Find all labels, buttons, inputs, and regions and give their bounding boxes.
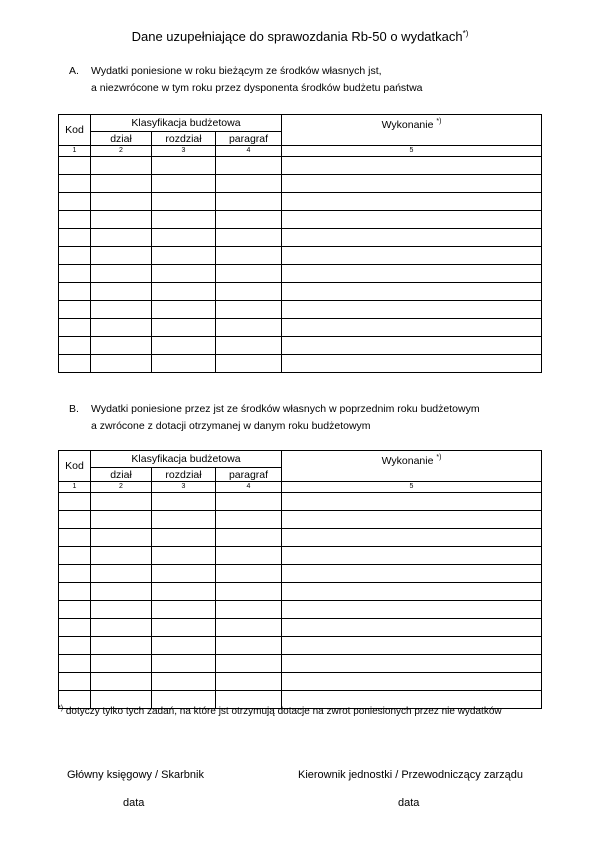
table-cell[interactable] [282, 229, 542, 247]
table-cell[interactable] [59, 637, 91, 655]
header-klasyfikacja: Klasyfikacja budżetowa [91, 451, 282, 468]
table-cell[interactable] [91, 301, 152, 319]
table-cell[interactable] [282, 493, 542, 511]
table-cell[interactable] [91, 583, 152, 601]
table-cell[interactable] [282, 301, 542, 319]
table-cell[interactable] [216, 337, 282, 355]
table-cell[interactable] [152, 511, 216, 529]
table-cell[interactable] [216, 493, 282, 511]
table-cell[interactable] [59, 265, 91, 283]
table-cell[interactable] [91, 529, 152, 547]
header-wykonanie [282, 115, 542, 146]
table-cell[interactable] [91, 511, 152, 529]
table-a [58, 114, 542, 373]
table-cell[interactable] [59, 337, 91, 355]
table-cell[interactable] [91, 175, 152, 193]
table-cell[interactable] [152, 319, 216, 337]
section-b-heading [69, 401, 480, 435]
table-cell[interactable] [59, 355, 91, 373]
table-row [59, 301, 542, 319]
header-rozdzial: rozdział [152, 132, 216, 146]
table-cell[interactable] [91, 619, 152, 637]
table-cell[interactable] [216, 301, 282, 319]
table-row [59, 157, 542, 175]
table-cell[interactable] [59, 655, 91, 673]
table-cell[interactable] [59, 511, 91, 529]
title-footnote-mark: *) [462, 29, 469, 38]
table-cell[interactable] [91, 565, 152, 583]
table-cell[interactable] [216, 355, 282, 373]
table-row [59, 175, 542, 193]
table-cell[interactable] [59, 301, 91, 319]
column-number: 4 [216, 482, 282, 493]
table-cell[interactable] [152, 211, 216, 229]
table-cell[interactable] [152, 355, 216, 373]
column-number: 5 [282, 482, 542, 493]
table-cell[interactable] [152, 193, 216, 211]
table-cell[interactable] [282, 565, 542, 583]
table-cell[interactable] [59, 157, 91, 175]
table-cell[interactable] [59, 619, 91, 637]
table-cell[interactable] [282, 283, 542, 301]
section-b-line1: Wydatki poniesione przez jst ze środków własnych w poprzednim roku budżetowym [91, 403, 480, 415]
table-cell[interactable] [152, 619, 216, 637]
column-number: 3 [152, 482, 216, 493]
table-cell[interactable] [152, 565, 216, 583]
table-cell[interactable] [59, 493, 91, 511]
table-row [59, 673, 542, 691]
table-row [59, 583, 542, 601]
table-cell[interactable] [282, 265, 542, 283]
table-row [59, 193, 542, 211]
signature-right-role: Kierownik jednostki / Przewodniczący zarządu [298, 769, 523, 781]
table-cell[interactable] [91, 637, 152, 655]
table-row [59, 601, 542, 619]
table-row [59, 319, 542, 337]
table-cell[interactable] [59, 319, 91, 337]
table-cell[interactable] [216, 529, 282, 547]
table-cell[interactable] [216, 637, 282, 655]
table-row [59, 211, 542, 229]
header-wykonanie [282, 451, 542, 482]
table-cell[interactable] [282, 337, 542, 355]
header-kod: Kod [59, 115, 91, 146]
table-cell[interactable] [59, 193, 91, 211]
table-row [59, 547, 542, 565]
table-cell[interactable] [282, 673, 542, 691]
table-cell[interactable] [216, 619, 282, 637]
table-cell[interactable] [59, 583, 91, 601]
table-cell[interactable] [91, 319, 152, 337]
table-cell[interactable] [282, 655, 542, 673]
table-cell[interactable] [282, 637, 542, 655]
table-cell[interactable] [152, 529, 216, 547]
table-cell[interactable] [152, 601, 216, 619]
page-title [0, 29, 600, 45]
header-klasyfikacja: Klasyfikacja budżetowa [91, 115, 282, 132]
table-row [59, 637, 542, 655]
table-cell[interactable] [282, 529, 542, 547]
page-title-text: Dane uzupełniające do sprawozdania Rb-50 o wydatkach [131, 29, 463, 44]
table-row [59, 619, 542, 637]
table-cell[interactable] [216, 565, 282, 583]
table-cell[interactable] [282, 211, 542, 229]
section-b-letter: B. [69, 403, 79, 415]
header-wykonanie-text: Wykonanie [381, 455, 434, 467]
table-cell[interactable] [91, 601, 152, 619]
table-cell[interactable] [282, 511, 542, 529]
table-cell[interactable] [91, 283, 152, 301]
table-cell[interactable] [216, 655, 282, 673]
table-cell[interactable] [59, 547, 91, 565]
table-cell[interactable] [282, 319, 542, 337]
section-a-letter: A. [69, 65, 79, 77]
table-cell[interactable] [91, 355, 152, 373]
table-row [59, 493, 542, 511]
table-row [59, 511, 542, 529]
column-number: 3 [152, 146, 216, 157]
table-cell[interactable] [59, 175, 91, 193]
table-cell[interactable] [216, 319, 282, 337]
table-cell[interactable] [91, 655, 152, 673]
header-wykonanie-text: Wykonanie [381, 119, 434, 131]
table-cell[interactable] [152, 265, 216, 283]
header-wykonanie-mark: *) [436, 118, 442, 125]
table-cell[interactable] [152, 283, 216, 301]
header-dzial: dział [91, 468, 152, 482]
table-cell[interactable] [152, 157, 216, 175]
table-row [59, 529, 542, 547]
table-cell[interactable] [282, 247, 542, 265]
table-cell[interactable] [152, 247, 216, 265]
signature-left-role: Główny księgowy / Skarbnik [67, 769, 204, 781]
table-cell[interactable] [59, 673, 91, 691]
table-cell[interactable] [216, 673, 282, 691]
table-cell[interactable] [216, 547, 282, 565]
table-cell[interactable] [216, 157, 282, 175]
table-cell[interactable] [59, 211, 91, 229]
table-row [59, 355, 542, 373]
table-cell[interactable] [91, 157, 152, 175]
table-cell[interactable] [282, 157, 542, 175]
table-cell[interactable] [282, 601, 542, 619]
column-number: 2 [91, 146, 152, 157]
table-cell[interactable] [282, 175, 542, 193]
table-cell[interactable] [152, 229, 216, 247]
table-row [59, 247, 542, 265]
table-cell[interactable] [59, 565, 91, 583]
table-row [59, 337, 542, 355]
table-row [59, 565, 542, 583]
table-cell[interactable] [216, 211, 282, 229]
table-cell[interactable] [91, 337, 152, 355]
table-cell[interactable] [59, 601, 91, 619]
table-cell[interactable] [59, 283, 91, 301]
table-cell[interactable] [91, 247, 152, 265]
section-a-line2: a niezwrócone w tym roku przez dysponenta środków budżetu państwa [91, 82, 423, 94]
header-paragraf: paragraf [216, 468, 282, 482]
header-rozdzial: rozdział [152, 468, 216, 482]
table-cell[interactable] [216, 583, 282, 601]
table-cell[interactable] [152, 337, 216, 355]
signature-right-date: data [398, 797, 420, 809]
section-b-line2: a zwrócone z dotacji otrzymanej w danym roku budżetowym [91, 420, 371, 432]
footnote [58, 705, 502, 718]
table-cell[interactable] [282, 619, 542, 637]
table-cell[interactable] [59, 229, 91, 247]
column-number: 1 [59, 146, 91, 157]
table-b [58, 450, 542, 709]
table-cell[interactable] [91, 193, 152, 211]
table-cell[interactable] [216, 193, 282, 211]
header-dzial: dział [91, 132, 152, 146]
section-a-heading [69, 63, 423, 97]
table-row [59, 283, 542, 301]
table-cell[interactable] [152, 673, 216, 691]
table-cell[interactable] [216, 601, 282, 619]
table-cell[interactable] [152, 493, 216, 511]
table-cell[interactable] [91, 229, 152, 247]
header-paragraf: paragraf [216, 132, 282, 146]
table-cell[interactable] [91, 493, 152, 511]
table-cell[interactable] [152, 547, 216, 565]
table-cell[interactable] [152, 637, 216, 655]
table-cell[interactable] [282, 193, 542, 211]
table-cell[interactable] [216, 175, 282, 193]
table-cell[interactable] [59, 529, 91, 547]
table-cell[interactable] [91, 673, 152, 691]
table-cell[interactable] [152, 301, 216, 319]
column-number: 2 [91, 482, 152, 493]
table-cell[interactable] [152, 655, 216, 673]
signature-left-date: data [123, 797, 145, 809]
column-number: 4 [216, 146, 282, 157]
table-cell[interactable] [152, 583, 216, 601]
table-cell[interactable] [59, 247, 91, 265]
header-kod: Kod [59, 451, 91, 482]
section-a-line1: Wydatki poniesione w roku bieżącym ze środków własnych jst, [91, 65, 382, 77]
table-cell[interactable] [216, 229, 282, 247]
table-cell[interactable] [91, 211, 152, 229]
table-cell[interactable] [282, 547, 542, 565]
table-cell[interactable] [216, 247, 282, 265]
table-cell[interactable] [216, 265, 282, 283]
header-wykonanie-mark: *) [436, 454, 442, 461]
table-cell[interactable] [216, 283, 282, 301]
table-cell[interactable] [91, 265, 152, 283]
footnote-text: dotyczy tylko tych zadań, na które jst otrzymują dotacje na zwrot poniesionych przez nie wydatków [63, 706, 502, 717]
table-row [59, 229, 542, 247]
table-cell[interactable] [91, 547, 152, 565]
column-number: 1 [59, 482, 91, 493]
table-row [59, 655, 542, 673]
footnote-mark: *) [58, 705, 64, 712]
table-row [59, 265, 542, 283]
table-cell[interactable] [152, 175, 216, 193]
table-cell[interactable] [216, 511, 282, 529]
column-number: 5 [282, 146, 542, 157]
table-cell[interactable] [282, 583, 542, 601]
table-cell[interactable] [282, 355, 542, 373]
